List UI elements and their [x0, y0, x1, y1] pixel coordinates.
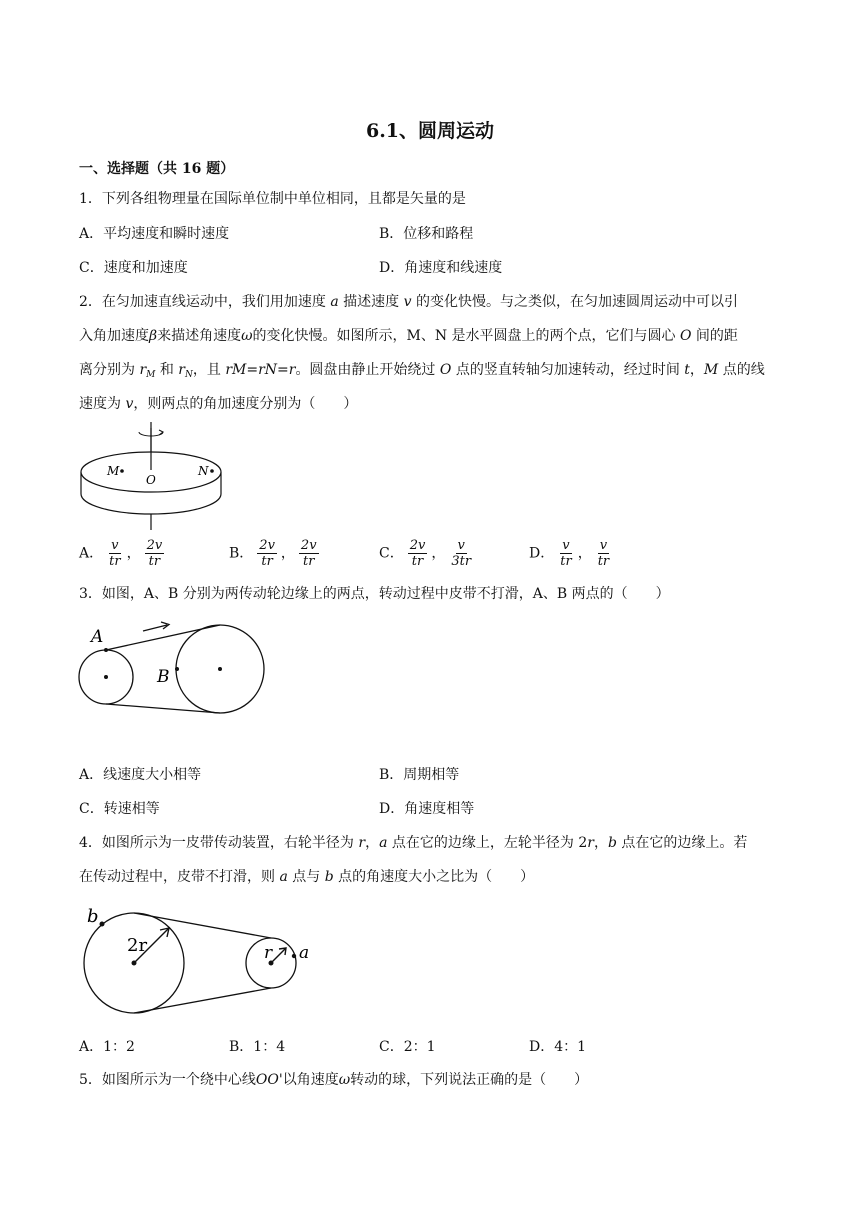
question-2-line-1: 2．在匀加速直线运动中，我们用加速度 a 描述速度 v 的变化快慢。与之类似，在匀加速圆周运动中可以引	[79, 294, 738, 310]
label-a-point: a	[299, 943, 310, 963]
q2-option-c: C． $\frac{2v}{tr}$ ， $\frac{v}{3tr}$	[379, 538, 472, 569]
label-b: B	[157, 667, 170, 687]
belt-drive-figure-q4	[75, 905, 325, 1015]
label-b-point: b	[87, 906, 99, 927]
question-2-line-4: 速度为 v，则两点的角加速度分别为（ ）	[79, 396, 358, 412]
section-heading: 一、选择题（共 16 题）	[79, 161, 235, 177]
label-n: N	[198, 464, 209, 478]
q3-option-d: D．角速度相等	[379, 801, 475, 817]
page-title: 6.1、圆周运动	[365, 120, 495, 142]
rotating-disc-figure	[75, 420, 245, 532]
q4-option-d: D．4：1	[529, 1039, 587, 1055]
question-1-stem: 1．下列各组物理量在国际单位制中单位相同，且都是矢量的是	[79, 191, 466, 207]
label-r: r	[264, 943, 273, 963]
q3-option-a: A．线速度大小相等	[79, 767, 202, 783]
question-4-line-2: 在传动过程中，皮带不打滑，则 a 点与 b 点的角速度大小之比为（ ）	[79, 869, 535, 885]
question-3-stem: 3．如图，A、B 分别为两传动轮边缘上的两点，转动过程中皮带不打滑，A、B 两点的（ ）	[79, 586, 670, 602]
q2-option-a: A． $\frac{v}{tr}$ ， $\frac{2v}{tr}$	[79, 538, 163, 569]
q1-option-c: C．速度和加速度	[79, 260, 188, 276]
q1-option-a: A．平均速度和瞬时速度	[79, 226, 230, 242]
label-o: O	[146, 473, 156, 487]
label-m: M	[107, 464, 120, 478]
q2-option-b: B． $\frac{2v}{tr}$ ， $\frac{2v}{tr}$	[229, 538, 317, 569]
q1-option-d: D．角速度和线速度	[379, 260, 503, 276]
q2-option-d: D． $\frac{v}{tr}$ ， $\frac{v}{tr}$	[529, 538, 610, 569]
q4-option-a: A．1：2	[79, 1039, 135, 1055]
question-2-line-3: 离分别为 $r_M$ 和 $r_N$，且 rM=rN=r。圆盘由静止开始绕过 O 点的竖直转轴匀加速转动，经过时间 t，M 点的线	[79, 362, 765, 380]
q4-option-b: B．1：4	[229, 1039, 286, 1055]
label-a: A	[91, 627, 104, 647]
belt-drive-figure-q3	[75, 615, 275, 725]
question-5-stem: 5．如图所示为一个绕中心线OO'以角速度ω转动的球，下列说法正确的是（ ）	[79, 1072, 589, 1088]
q3-option-c: C．转速相等	[79, 801, 160, 817]
q3-option-b: B．周期相等	[379, 767, 460, 783]
q1-option-b: B．位移和路程	[379, 226, 474, 242]
q4-option-c: C．2：1	[379, 1039, 436, 1055]
question-2-line-2: 入角加速度β来描述角速度ω的变化快慢。如图所示，M、N 是水平圆盘上的两个点，它们与圆心 O 间的距	[79, 328, 738, 344]
question-4-line-1: 4．如图所示为一皮带传动装置，右轮半径为 r，a 点在它的边缘上，左轮半径为 2r，b 点在它的边缘上。若	[79, 835, 748, 851]
label-2r: 2r	[127, 935, 148, 956]
